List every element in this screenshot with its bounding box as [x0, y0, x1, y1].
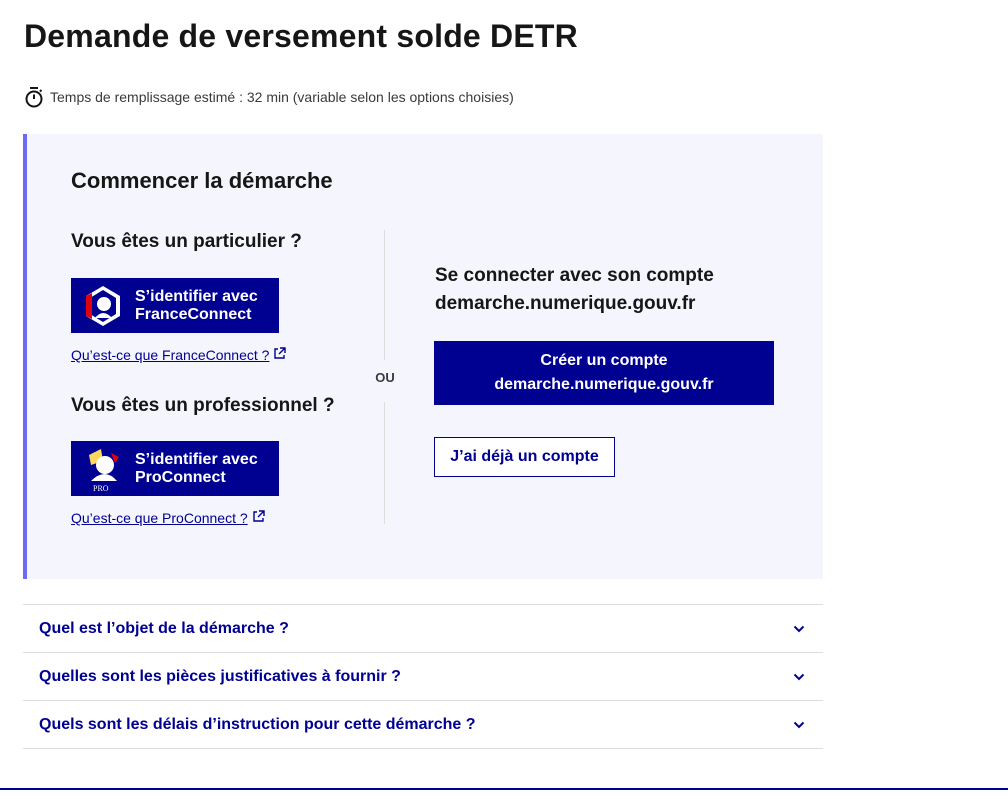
footer-top-border [0, 788, 1008, 790]
franceconnect-logo-icon [71, 278, 135, 333]
franceconnect-button-line2: FranceConnect [135, 305, 252, 323]
accordion-item[interactable] [23, 701, 823, 749]
create-account-line2: demarche.numerique.gouv.fr [494, 376, 714, 393]
accordion-item-label: Quel est l’objet de la démarche ? [39, 619, 289, 637]
franceconnect-button[interactable] [71, 278, 279, 333]
timer-icon [24, 86, 44, 108]
franceconnect-info-link-label: Qu’est-ce que FranceConnect ? [71, 347, 270, 363]
panel-title: Commencer la démarche [71, 168, 333, 193]
external-link-icon [252, 510, 265, 526]
existing-account-button[interactable]: J’ai déjà un compte [434, 437, 615, 477]
or-separator: OU [375, 370, 395, 385]
proconnect-badge: PRO [93, 483, 109, 493]
franceconnect-info-link[interactable] [71, 347, 286, 363]
proconnect-info-link[interactable] [71, 510, 265, 526]
page-title: Demande de versement solde DETR [24, 18, 578, 54]
proconnect-logo-icon [71, 441, 135, 496]
external-link-icon [273, 347, 286, 363]
chevron-down-icon [791, 717, 807, 733]
proconnect-info-link-label: Qu’est-ce que ProConnect ? [71, 510, 248, 526]
accordion-item[interactable] [23, 605, 823, 653]
start-procedure-panel [23, 134, 823, 579]
time-estimate [24, 86, 514, 108]
time-estimate-text: Temps de remplissage estimé : 32 min (variable selon les options choisies) [50, 89, 514, 105]
vertical-divider-bottom [384, 402, 385, 524]
account-connect-title: Se connecter avec son compte demarche.numerique.gouv.fr [435, 265, 714, 314]
professional-title: Vous êtes un professionnel ? [71, 395, 335, 416]
create-account-line1: Créer un compte [540, 352, 668, 369]
faq-accordion [23, 604, 823, 749]
chevron-down-icon [791, 621, 807, 637]
proconnect-button-line2: ProConnect [135, 468, 226, 486]
vertical-divider-top [384, 230, 385, 360]
accordion-item-label: Quelles sont les pièces justificatives à fournir ? [39, 667, 401, 685]
proconnect-button-line1: S’identifier avec [135, 450, 258, 468]
individual-title: Vous êtes un particulier ? [71, 231, 302, 252]
accordion-item-label: Quels sont les délais d’instruction pour cette démarche ? [39, 715, 476, 733]
chevron-down-icon [791, 669, 807, 685]
franceconnect-button-line1: S’identifier avec [135, 287, 258, 305]
accordion-item[interactable] [23, 653, 823, 701]
proconnect-button[interactable] [71, 441, 279, 496]
create-account-button[interactable] [434, 341, 774, 405]
